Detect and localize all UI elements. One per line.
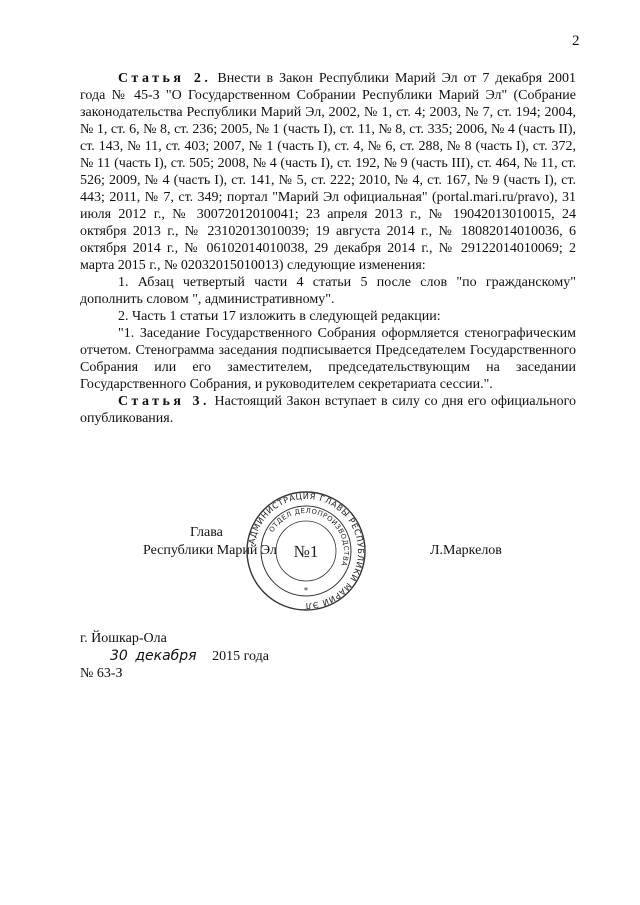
article-2-paragraph <box>80 70 576 274</box>
signature-title-line2: Республики Марий Эл <box>143 543 277 558</box>
footer-date-day: 30 <box>110 648 128 664</box>
article-2-text: Внести в Закон Республики Марий Эл от 7 декабря 2001 года № 45-З "О Государственном Собрании Республики Марий Эл" (Собрание законодательства Республики Марий Эл, 2002, № 1, ст. 4; 2003, № 7, ст. 194; 2004, № 1, ст. 6, № 8, ст. 236; 2005, № 1 (часть I), ст. 11, № 8, ст. 335; 2006, № 4 (часть II), ст. 143, № 11, ст. 403; 2007, № 1 (часть I), ст. 4, № 6, ст. 288, № 8 (часть I), ст. 372, № 11 (часть I), ст. 505; 2008, № 4 (часть I), ст. 192, № 9 (часть III), ст. 464, № 11, ст. 526; 2009, № 4 (часть I), ст. 141, № 5, ст. 222; 2010, № 4, ст. 167, № 9 (часть I), ст. 443; 2011, № 7, ст. 349; портал "Марий Эл официальная" (portal.mari.ru/pravo), 31 июля 2012 г., № 30072012010041; 23 апреля 2013 г., № 19042013010015, 24 октября 2013 г., № 23102013010039; 19 августа 2014 г., № 18082014010036, 6 октября 2014 г., № 06102014010038, 29 декабря 2014 г., № 29122014010069; 2 марта 2015 г., № 02032015010013) следующие изменения: <box>80 71 577 273</box>
footer-date <box>110 647 269 666</box>
footer-number: № 63-З <box>80 666 123 681</box>
page-number: 2 <box>572 33 580 49</box>
footer-date-month: декабря <box>135 648 197 664</box>
stamp-center: №1 <box>293 542 319 561</box>
article-3-label: Статья 3. <box>118 394 210 409</box>
stamp-outer-text: АДМИНИСТРАЦИЯ ГЛАВЫ РЕСПУБЛИКИ МАРИЙ ЭЛ <box>246 490 367 612</box>
article-2-label: Статья 2. <box>118 71 212 86</box>
article-3-paragraph <box>80 393 576 427</box>
article-3-text: Настоящий Закон вступает в силу со дня его официального опубликования. <box>80 394 576 426</box>
official-stamp <box>245 490 367 612</box>
signature-title-line1: Глава <box>190 525 223 540</box>
stamp-inner-text: ОТДЕЛ ДЕЛОПРОИЗВОДСТВА <box>267 506 351 568</box>
article-2-item-1: 1. Абзац четвертый части 4 статьи 5 после слов "по гражданскому" дополнить словом ", административному". <box>80 275 576 307</box>
footer-city: г. Йошкар-Ола <box>80 631 167 646</box>
article-2-item-2: 2. Часть 1 статьи 17 изложить в следующей редакции: <box>118 309 441 324</box>
footer-date-year: 2015 года <box>212 649 269 664</box>
stamp-star-icon: * <box>304 586 308 595</box>
article-2-quote: "1. Заседание Государственного Собрания оформляется стенографическим отчетом. Стенограмма заседания подписывается Председателем Государственного Собрания или его заместителем, председательствующим на заседании Государственного Собрания, и руководителем секретариата сессии.". <box>80 326 576 392</box>
signature-name: Л.Маркелов <box>430 543 502 558</box>
document-body <box>80 70 576 427</box>
